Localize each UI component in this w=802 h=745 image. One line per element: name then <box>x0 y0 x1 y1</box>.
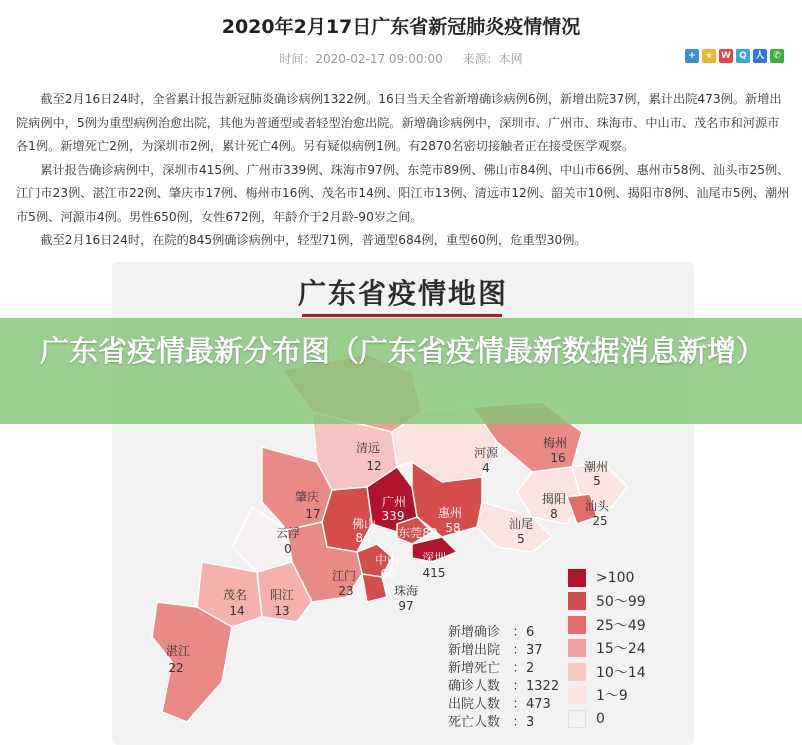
stat-row: 出院人数 ： 473 <box>448 697 551 712</box>
legend-item <box>568 660 646 684</box>
city-name: 东莞 <box>397 526 423 540</box>
region-zhanjiang <box>152 602 232 722</box>
city-name: 河源 <box>473 446 499 460</box>
city-value: 16 <box>550 451 566 465</box>
stat-value: 473 <box>526 697 551 712</box>
city-name: 惠州 <box>437 506 463 520</box>
city-value: 12 <box>366 459 382 473</box>
stat-value: 37 <box>526 643 543 658</box>
stat-row: 死亡人数 ： 3 <box>448 715 535 730</box>
legend-swatch <box>568 639 586 657</box>
stat-label: 死亡人数 <box>448 715 501 730</box>
city-label-zhuhai <box>394 583 418 613</box>
city-value: 5 <box>517 532 525 546</box>
city-value: 14 <box>229 604 245 618</box>
legend-item <box>568 637 646 661</box>
city-name: 江门 <box>331 569 357 583</box>
legend-swatch <box>568 616 586 634</box>
city-name: 深圳 <box>421 551 447 565</box>
city-value: 339 <box>381 509 405 523</box>
city-name: 梅州 <box>542 436 568 450</box>
publish-time: 时间：2020-02-17 09:00:00 <box>279 52 443 66</box>
paragraph: 截至2月16日24时，全省累计报告新冠肺炎确诊病例1322例。16日当天全省新增确诊病例6例，新增出院37例，累计出院473例。新增出院病例中，5例为重型病例治愈出院，其他为普通型或者轻型治愈出院。新增确诊病例中，深圳市、广州市、珠海市、中山市、茂名市和河源市各1例。新增死亡2例，为深圳市2例，累计死亡4例。另有疑似病例1例。有2870名密切接触者正在接受医学观察。 <box>16 92 782 153</box>
city-label-shenzhen <box>422 551 446 580</box>
legend-label: 15～24 <box>596 641 646 658</box>
city-name: 肇庆 <box>294 490 320 504</box>
summary-stats <box>448 624 559 732</box>
city-name: 中山 <box>374 553 400 567</box>
legend-item <box>568 707 646 731</box>
city-name: 潮州 <box>583 460 609 474</box>
city-value: 22 <box>168 661 184 675</box>
legend-item <box>568 684 646 708</box>
legend-swatch <box>568 569 586 587</box>
city-value: 25 <box>592 514 608 528</box>
city-value: 4 <box>482 461 490 475</box>
city-value: 89 <box>422 526 438 540</box>
city-value: 66 <box>380 567 396 581</box>
legend-swatch <box>568 592 586 610</box>
city-value: 8 <box>550 507 558 521</box>
stat-value: 6 <box>526 625 535 640</box>
city-value: 23 <box>338 584 354 598</box>
stat-label: 新增出院 <box>448 643 501 658</box>
map-title-underline <box>302 314 502 317</box>
stat-row: 新增死亡 ： 2 <box>448 661 535 676</box>
legend-label: 10～14 <box>596 664 646 681</box>
stat-row: 新增确诊 ： 6 <box>448 625 535 640</box>
city-value: 84 <box>355 531 371 545</box>
city-value: 17 <box>305 507 321 521</box>
stat-value: 2 <box>526 661 535 676</box>
legend-swatch <box>568 663 586 681</box>
map-title: 广东省疫情地图 <box>297 277 508 310</box>
legend-swatch <box>568 686 586 704</box>
share-bar <box>685 49 784 63</box>
city-name: 汕尾 <box>508 517 534 531</box>
city-value: 5 <box>593 474 601 488</box>
city-value: 0 <box>284 542 292 556</box>
qzone-icon[interactable]: ★ <box>702 49 716 63</box>
city-value: 58 <box>445 521 461 535</box>
city-value: 415 <box>422 566 446 580</box>
stat-label: 出院人数 <box>448 697 501 712</box>
city-name: 广州 <box>381 495 407 509</box>
wechat-icon[interactable]: ✆ <box>770 49 784 63</box>
legend-item <box>568 566 646 590</box>
city-name: 茂名 <box>222 588 248 602</box>
article-body <box>16 88 791 253</box>
tqq-icon[interactable]: Q <box>736 49 750 63</box>
stat-label: 确诊人数 <box>448 679 501 694</box>
map-legend <box>568 566 646 731</box>
city-label-foshan <box>352 516 376 545</box>
city-name: 阳江 <box>269 588 295 602</box>
legend-item <box>568 613 646 637</box>
city-value: 13 <box>274 604 290 618</box>
legend-label: 25～49 <box>596 617 646 634</box>
article-source: 来源：本网 <box>462 52 523 66</box>
city-name: 湛江 <box>165 644 191 658</box>
article-title: 2020年2月17日广东省新冠肺炎疫情情况 <box>221 16 581 38</box>
city-label-dongguan <box>398 526 438 540</box>
city-name: 汕头 <box>584 499 610 513</box>
city-name: 珠海 <box>393 584 419 598</box>
legend-item <box>568 590 646 614</box>
article-meta <box>0 50 802 67</box>
weibo-icon[interactable]: W <box>719 49 733 63</box>
city-name: 清远 <box>355 441 381 455</box>
legend-label: 50～99 <box>596 594 646 611</box>
city-name: 揭阳 <box>541 492 567 506</box>
stat-label: 新增确诊 <box>448 625 501 640</box>
legend-label: 1～9 <box>596 688 628 705</box>
stat-row: 新增出院 ： 37 <box>448 643 543 658</box>
city-label-guangzhou <box>382 494 406 523</box>
stat-label: 新增死亡 <box>448 661 501 676</box>
stat-row: 确诊人数 ： 1322 <box>448 679 560 694</box>
renren-icon[interactable]: 人 <box>753 49 767 63</box>
legend-label: 0 <box>596 710 605 727</box>
legend-label: >100 <box>596 569 635 586</box>
city-name: 云浮 <box>275 526 301 540</box>
stat-value: 1322 <box>526 679 560 694</box>
banner-headline: 广东省疫情最新分布图（广东省疫情最新数据消息新增） <box>40 334 766 368</box>
legend-swatch <box>568 710 586 728</box>
paragraph: 累计报告确诊病例中，深圳市415例、广州市339例、珠海市97例、东莞市89例、佛山市84例、中山市66例、惠州市58例、汕头市25例、江门市23例、湛江市22例、肇庆市17例、梅州市16例、茂名市14例、阳江市13例、清远市12例、韶关市10例、揭阳市8例、汕尾市5例、潮州市5例、河源市4例。男性650例，女性672例，年龄介于2月龄-90岁之间。 <box>16 162 790 224</box>
city-value: 97 <box>398 599 414 613</box>
plus-share-icon[interactable]: + <box>685 49 699 63</box>
city-name: 佛山 <box>351 517 377 531</box>
paragraph: 截至2月16日24时，在院的845例确诊病例中，轻型71例，普通型684例，重型60例，危重型30例。 <box>40 233 587 247</box>
stat-value: 3 <box>526 715 535 730</box>
headline-banner <box>0 318 802 424</box>
